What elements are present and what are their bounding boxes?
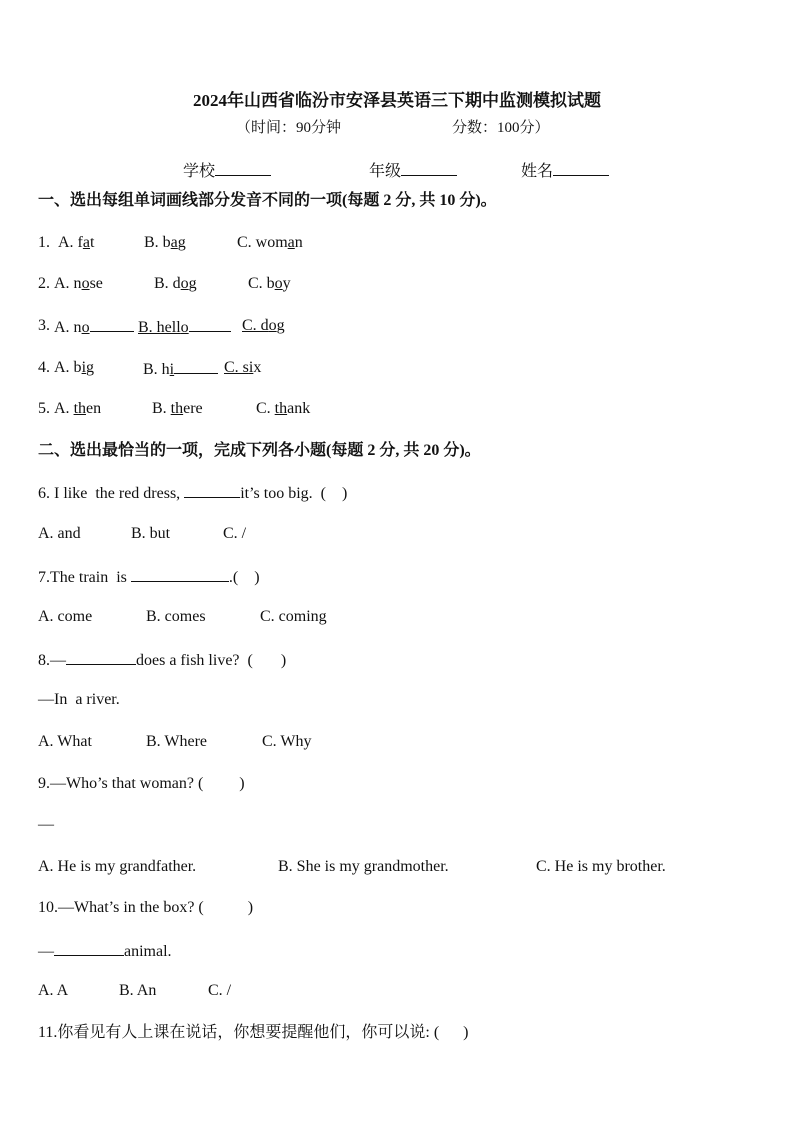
name-blank[interactable] [553, 160, 609, 176]
q8-option-c[interactable]: C. Why [262, 733, 312, 750]
q10-reply [38, 940, 172, 962]
q5-a-text: A. [54, 400, 74, 417]
q1-a-underlined: a [82, 234, 90, 251]
q9-option-c[interactable]: C. He is my brother. [536, 858, 666, 875]
school-label: 学校 [183, 163, 216, 180]
q3-b-gap [189, 316, 231, 332]
q2-a-text: A. n [54, 275, 82, 292]
q10-stem: 10.—What’s in the box? ( ) [38, 899, 254, 916]
q4-c-text: C. s [224, 359, 249, 376]
q5-option-c[interactable] [256, 399, 310, 419]
school-blank[interactable] [215, 160, 271, 176]
q7-stem-text: 7.The train is [38, 569, 131, 586]
q1-c-underlined: a [287, 234, 295, 251]
q3-a-underlined: o [81, 319, 90, 336]
q10-option-c[interactable]: C. / [208, 982, 232, 999]
q3-b-text: B. hell [138, 319, 181, 336]
q2-option-a[interactable] [54, 274, 103, 294]
q1-a-text: A. f [58, 234, 83, 251]
q4-number: 4. [38, 359, 50, 376]
q3-option-c[interactable] [242, 316, 285, 336]
q2-a-underlined: o [81, 275, 90, 292]
q9-option-b[interactable]: B. She is my grandmother. [278, 858, 449, 875]
q10-reply-text: animal. [124, 943, 172, 960]
q4-a-text: g [86, 359, 95, 376]
q10-reply-text: — [38, 943, 54, 960]
score-info: 分数：100分） [452, 120, 550, 136]
q2-a-text: se [89, 275, 103, 292]
grade-blank[interactable] [401, 160, 457, 176]
q5-c-text: ank [287, 400, 311, 417]
q3-a-gap [90, 316, 134, 332]
q4-option-b[interactable] [143, 358, 218, 380]
q7-option-a[interactable]: A. come [38, 608, 93, 625]
q4-option-a[interactable] [54, 358, 94, 378]
q8-option-a[interactable]: A. What [38, 733, 92, 750]
q2-c-text: y [282, 275, 291, 292]
q7-stem [38, 566, 260, 588]
q1-number: 1. [38, 234, 54, 251]
q10-option-b[interactable]: B. An [119, 982, 157, 999]
q4-b-gap [174, 358, 218, 374]
q2-b-text: B. d [154, 275, 181, 292]
q3-number: 3. [38, 317, 50, 334]
q5-option-b[interactable] [152, 399, 203, 419]
school-field[interactable] [183, 160, 271, 182]
name-field[interactable] [521, 160, 609, 182]
q6-stem [38, 482, 347, 504]
q3-c-underlined: o [268, 317, 277, 334]
q9-reply: — [38, 816, 54, 833]
grade-label: 年级 [369, 163, 402, 180]
q2-c-underlined: o [274, 275, 283, 292]
q8-stem [38, 649, 286, 671]
q7-answer-blank[interactable] [131, 566, 229, 582]
q2-b-underlined: g [188, 275, 197, 292]
q5-b-underlined: th [170, 400, 184, 417]
section1-heading: 一、选出每组单词画线部分发音不同的一项(每题 2 分, 共 10 分)。 [38, 192, 497, 209]
q1-b-text: g [177, 234, 186, 251]
q3-option-a[interactable] [54, 316, 134, 338]
q1-b-underlined: a [170, 234, 178, 251]
page-title: 2024年山西省临汾市安泽县英语三下期中监测模拟试题 [193, 91, 601, 110]
q1-c-text: n [294, 234, 303, 251]
q6-option-c[interactable]: C. / [223, 525, 247, 542]
q5-a-underlined: th [73, 400, 87, 417]
q7-stem-text: .( ) [228, 569, 260, 586]
q8-answer-blank[interactable] [66, 649, 136, 665]
q9-stem: 9.—Who’s that woman? ( ) [38, 775, 245, 792]
q1-option-b[interactable] [144, 233, 186, 253]
q4-a-underlined: i [81, 359, 87, 376]
name-label: 姓名 [521, 163, 554, 180]
q1-c-text: C. wom [237, 234, 288, 251]
time-info: （时间：90分钟 [236, 120, 342, 136]
q5-c-underlined: th [274, 400, 288, 417]
q10-option-a[interactable]: A. A [38, 982, 69, 999]
q1-a-text: t [90, 234, 95, 251]
q6-option-b[interactable]: B. but [131, 525, 171, 542]
q9-option-a[interactable]: A. He is my grandfather. [38, 858, 197, 875]
q8-stem-text: 8.— [38, 652, 66, 669]
q2-b-underlined: o [180, 275, 189, 292]
q6-option-a[interactable]: A. and [38, 525, 81, 542]
q5-a-text: en [86, 400, 102, 417]
q3-a-text: A. n [54, 319, 82, 336]
q4-b-underlined: i [169, 361, 175, 378]
q10-answer-blank[interactable] [54, 940, 124, 956]
q2-number: 2. [38, 275, 50, 292]
q1-option-a[interactable] [58, 233, 94, 253]
q5-b-text: B. [152, 400, 171, 417]
q8-stem-text: does a fish live? ( ) [136, 652, 287, 669]
q7-option-c[interactable]: C. coming [260, 608, 327, 625]
q3-b-underlined: o [180, 319, 189, 336]
q1-option-c[interactable] [237, 233, 303, 253]
grade-field[interactable] [369, 160, 457, 182]
q2-option-c[interactable] [248, 274, 291, 294]
q5-number: 5. [38, 400, 50, 417]
q3-c-text: g [276, 317, 285, 334]
q3-c-text: C. d [242, 317, 269, 334]
q5-c-text: C. [256, 400, 275, 417]
q2-c-text: C. b [248, 275, 275, 292]
q4-a-text: A. b [54, 359, 82, 376]
q2-option-b[interactable] [154, 274, 197, 294]
q4-c-text: x [253, 359, 262, 376]
q1-b-text: B. b [144, 234, 171, 251]
q4-option-c[interactable] [224, 358, 261, 378]
q11-stem: 11.你看见有人上课在说话，你想要提醒他们，你可以说: ( ) [38, 1024, 469, 1041]
q5-b-text: ere [183, 400, 203, 417]
q6-answer-blank[interactable] [184, 482, 240, 498]
section2-heading: 二、选出最恰当的一项，完成下列各小题(每题 2 分, 共 20 分)。 [38, 442, 481, 459]
q6-stem-text: it’s too big. ( ) [240, 485, 348, 502]
q4-c-underlined: i [248, 359, 254, 376]
q8-option-b[interactable]: B. Where [146, 733, 208, 750]
q5-option-a[interactable] [54, 399, 101, 419]
q3-option-b[interactable] [138, 316, 231, 338]
q8-reply: —In a river. [38, 691, 120, 708]
q7-option-b[interactable]: B. comes [146, 608, 206, 625]
q4-b-text: B. h [143, 361, 170, 378]
q6-stem-text: 6. I like the red dress, [38, 485, 185, 502]
